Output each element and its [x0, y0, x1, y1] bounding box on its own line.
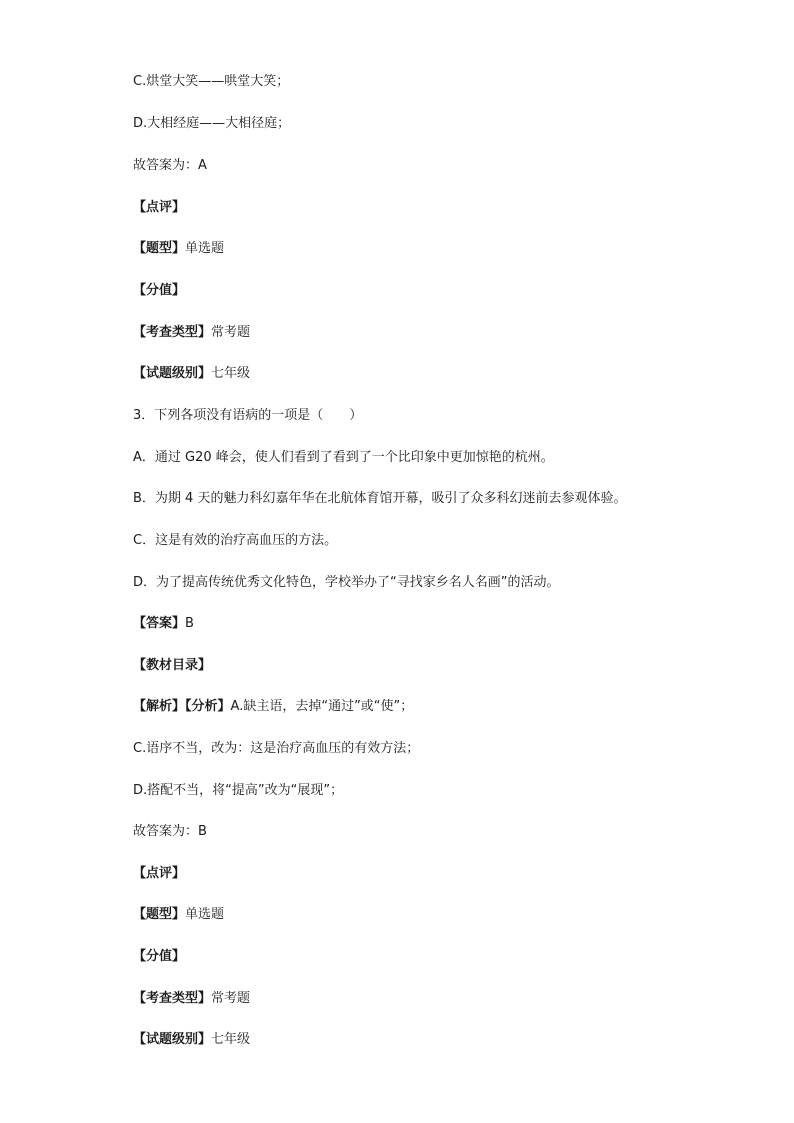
q3-kaocha	[133, 990, 250, 1008]
q2-dianping-label: 【点评】	[133, 200, 186, 215]
q2-fenzhi-label: 【分值】	[133, 283, 186, 298]
q3-jiaocai-label: 【教材目录】	[133, 658, 212, 673]
q3-jiexi-label: 【解析】	[133, 699, 186, 714]
q3-tixing-label: 【题型】	[133, 907, 186, 922]
q3-answer-value: B	[185, 616, 194, 631]
q3-option-c: C．这是有效的治疗高血压的方法。	[133, 533, 338, 548]
q2-tixing-value: 单选题	[185, 241, 225, 256]
q3-answer-line: 故答案为：B	[133, 824, 207, 839]
q3-question: 3．下列各项没有语病的一项是（ ）	[133, 408, 363, 423]
q2-jibie-label: 【试题级别】	[133, 366, 212, 381]
q2-kaocha-value: 常考题	[211, 325, 251, 340]
q2-kaocha-label: 【考查类型】	[133, 325, 212, 340]
q3-kaocha-label: 【考查类型】	[133, 991, 212, 1006]
q2-jibie	[133, 365, 250, 383]
q2-tixing-label: 【题型】	[133, 241, 186, 256]
q2-kaocha	[133, 324, 250, 342]
q3-jibie	[133, 1031, 250, 1049]
q2-option-d: D.大相经庭——大相径庭；	[133, 116, 291, 131]
q3-answer-label: 【答案】	[133, 616, 186, 631]
q3-answer	[133, 615, 194, 633]
q3-jiexi-c: C.语序不当，改为：这是治疗高血压的有效方法；	[133, 741, 420, 756]
q3-jibie-label: 【试题级别】	[133, 1032, 212, 1047]
q3-tixing-value: 单选题	[185, 907, 225, 922]
q3-fenxi-label: 【分析】	[185, 699, 231, 714]
q2-tixing	[133, 240, 224, 258]
q2-answer-line: 故答案为：A	[133, 158, 207, 173]
q3-fenzhi-label: 【分值】	[133, 949, 186, 964]
q3-tixing	[133, 906, 224, 924]
q3-option-b: B．为期 4 天的魅力科幻嘉年华在北航体育馆开幕，吸引了众多科幻迷前去参观体验。	[133, 491, 627, 506]
q3-option-d: D．为了提高传统优秀文化特色，学校举办了“寻找家乡名人名画”的活动。	[133, 575, 560, 590]
q3-jiexi-a: A.缺主语，去掉“通过”或“使”；	[230, 699, 414, 714]
q3-jiexi	[133, 698, 413, 716]
q3-jiexi-d: D.搭配不当，将“提高”改为“展现”；	[133, 783, 344, 798]
q3-jibie-value: 七年级	[211, 1032, 251, 1047]
q3-kaocha-value: 常考题	[211, 991, 251, 1006]
q2-jibie-value: 七年级	[211, 366, 251, 381]
q2-option-c: C.烘堂大笑——哄堂大笑；	[133, 74, 290, 89]
q3-dianping-label: 【点评】	[133, 866, 186, 881]
q3-option-a: A．通过 G20 峰会，使人们看到了看到了一个比印象中更加惊艳的杭州。	[133, 450, 554, 465]
